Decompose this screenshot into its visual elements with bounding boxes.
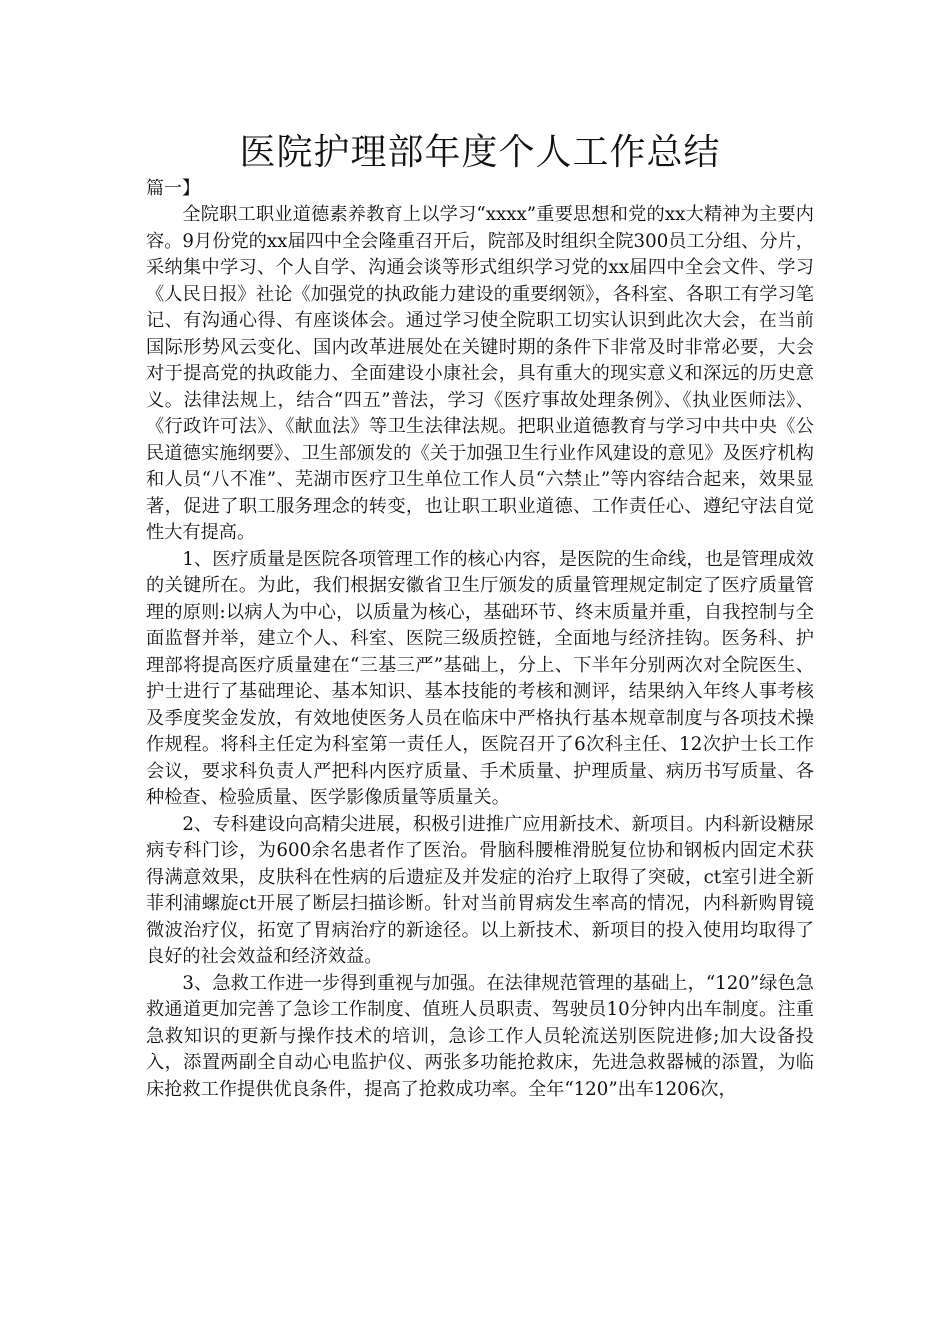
- document-title: 医院护理部年度个人工作总结: [239, 132, 721, 173]
- paragraph-3: 2、专科建设向高精尖进展，积极引进推广应用新技术、新项目。内科新设糖尿病专科门诊，为600余名患者作了医治。骨脑科腰椎滑脱复位协和钢板内固定术获得满意效果，皮肤科在性病的后遗症及并发症的治疗上取得了突破，ct室引进全新菲利浦螺旋ct开展了断层扫描诊断。针对当前胃病发生率高的情况，内科新购胃镜微波治疗仪，拓宽了胃病治疗的新途径。以上新技术、新项目的投入使用均取得了良好的社会效益和经济效益。: [146, 813, 814, 967]
- paragraph-2: 1、医疗质量是医院各项管理工作的核心内容，是医院的生命线，也是管理成效的关键所在。为此，我们根据安徽省卫生厅颁发的质量管理规定制定了医疗质量管理的原则:以病人为中心，以质量为核心，基础环节、终末质量并重，自我控制与全面监督并举，建立个人、科室、医院三级质控链，全面地与经济挂钩。医务科、护理部将提高医疗质量建在“三基三严”基础上，分上、下半年分别两次对全院医生、护士进行了基础理论、基本知识、基本技能的考核和测评，结果纳入年终人事考核及季度奖金发放，有效地使医务人员在临床中严格执行基本规章制度与各项技术操作规程。将科主任定为科室第一责任人，医院召开了6次科主任、12次护士长工作会议，要求科负责人严把科内医疗质量、手术质量、护理质量、病历书写质量、各种检查、检验质量、医学影像质量等质量关。: [146, 548, 814, 808]
- paragraph-1: 全院职工职业道德素养教育上以学习“xxxx”重要思想和党的xx大精神为主要内容。9月份党的xx届四中全会隆重召开后，院部及时组织全院300员工分组、分片，采纳集中学习、个人自学、沟通会谈等形式组织学习党的xx届四中全会文件、学习《人民日报》社论《加强党的执政能力建设的重要纲领》，各科室、各职工有学习笔记、有沟通心得、有座谈体会。通过学习使全院职工切实认识到此次大会，在当前国际形势风云变化、国内改革进展处在关键时期的条件下非常及时非常必要，大会对于提高党的执政能力、全面建设小康社会，具有重大的现实意义和深远的历史意义。法律法规上，结合“四五”普法，学习《医疗事故处理条例》、《执业医师法》、《行政许可法》、《献血法》等卫生法律法规。把职业道德教育与学习中共中央《公民道德实施纲要》、卫生部颁发的《关于加强卫生行业作风建设的意见》及医疗机构和人员“八不准”、芜湖市医疗卫生单位工作人员“六禁止”等内容结合起来，效果显著，促进了职工服务理念的转变，也让职工职业道德、工作责任心、遵纪守法自觉性大有提高。: [146, 204, 814, 543]
- section-label: 篇一】: [146, 178, 200, 199]
- document-body: [146, 130, 814, 1103]
- paragraph-4: 3、急救工作进一步得到重视与加强。在法律规范管理的基础上，“120”绿色急救通道更加完善了急诊工作制度、值班人员职责、驾驶员10分钟内出车制度。注重急救知识的更新与操作技术的培训，急诊工作人员轮流送别医院进修;加大设备投入，添置两副全自动心电监护仪、两张多功能抢救床，先进急救器械的添置，为临床抢救工作提供优良条件，提高了抢救成功率。全年“120”出车1206次，: [146, 972, 814, 1100]
